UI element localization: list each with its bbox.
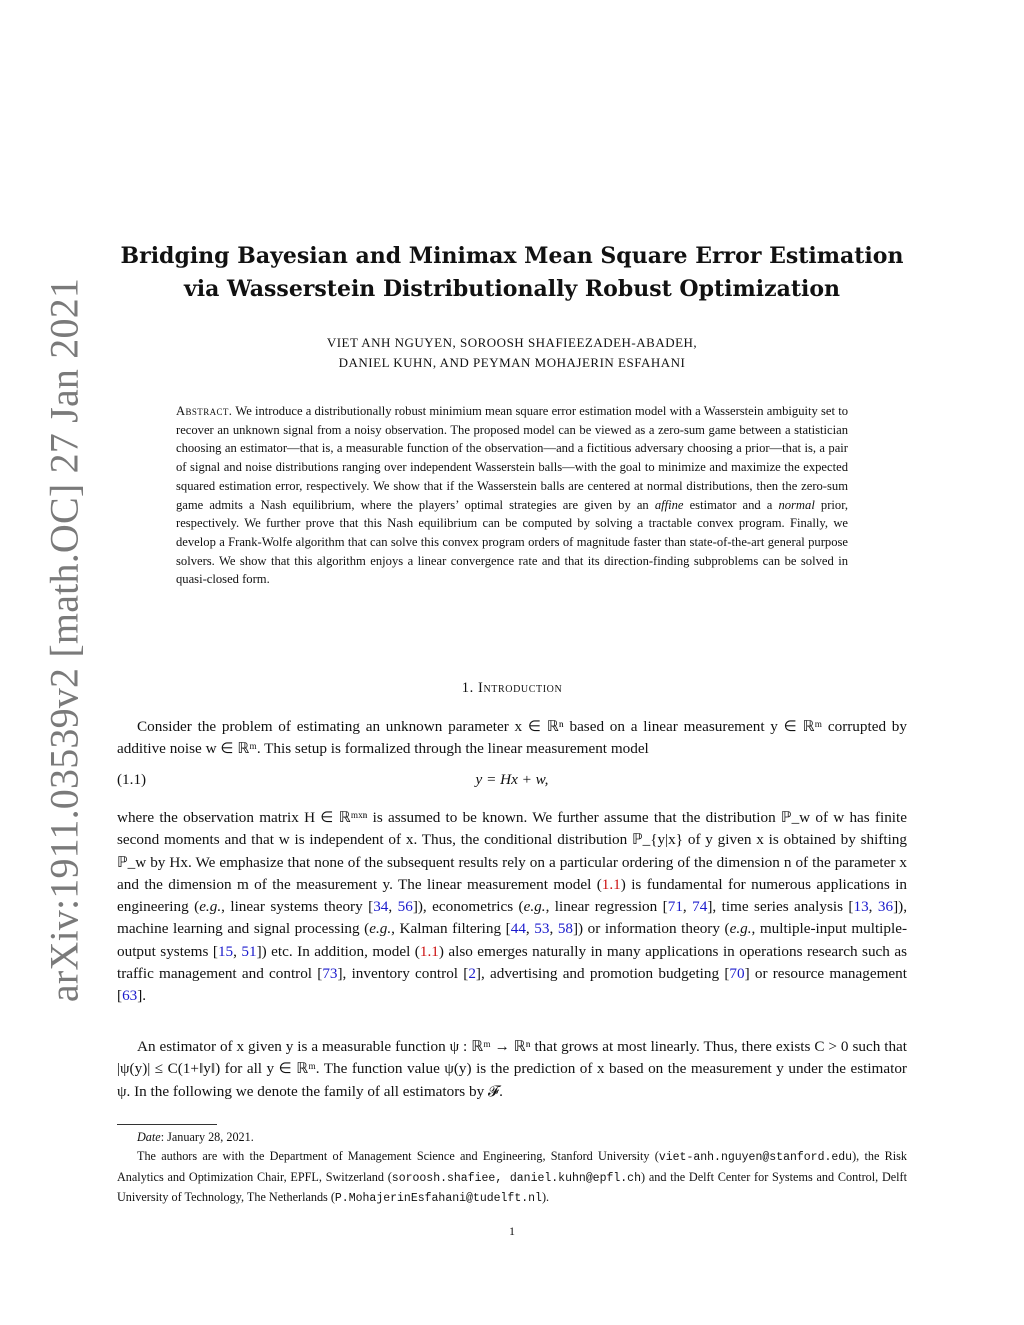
abstract-text-c: prior, respectively. We further prove that this Nash equilibrium can be computed by solving a tractable convex program. Finally, we develop a Frank-Wolfe algorithm that can solve this convex program orders of magnitude faster than state-of-the-art general purpose solvers. We show that this algorithm enjoys a linear convergence rate and that its direction-finding subproblems can be solved in quasi-closed form. (176, 497, 849, 587)
paragraph-2-text: where the observation matrix H ∈ ℝᵐˣⁿ is assumed to be known. We further assume that the distribution ℙ_w of w has finite second moments and that w is independent of x. Thus, the conditional distribution ℙ_{y|x} of y given x is obtained by shifting ℙ_w by Hx. We emphasize that none of the subsequent results rely on a particular ordering of the dimension n of the parameter x and the dimension m of the measurement y. The linear measurement model (1.1) is fundamental for numerous applications in engineering (e.g., linear systems theory [34, 56]), econometrics (e.g., linear regression [71, 74], time series analysis [13, 36]), machine learning and signal processing (e.g., Kalman filtering [44, 53, 58]) or information theory (e.g., multiple-input multiple-output systems [15, 51]) etc. In addition, model (1.1) also emerges naturally in many applications in operations research such as traffic management and control [73], inventory control [2], advertising and promotion budgeting [70] or resource management [63]. (117, 809, 908, 1005)
paper-title (117, 240, 907, 306)
footnotes (117, 1128, 907, 1209)
p2-segment: ) is fundamental for numerous applications in engineering ( (117, 875, 908, 916)
citation-link[interactable]: 2 (468, 965, 476, 983)
abstract-affine: affine (654, 497, 684, 512)
abstract-normal: normal (778, 497, 815, 512)
affiliation-text: The authors are with the Department of Management Science and Engineering, Stanford University ( (137, 1148, 659, 1163)
p2-segment: ] or resource management [ (117, 965, 907, 1005)
citation-link[interactable]: 34 (373, 898, 389, 916)
equation-number: (1.1) (117, 771, 147, 788)
equation-ref-link[interactable]: 1.1 (601, 875, 621, 893)
citation-link[interactable]: 73 (322, 965, 338, 983)
affiliation-text: ), the Risk Analytics and Optimization Chair, EPFL, Switzerland ( (117, 1148, 907, 1184)
paragraph-3-text: An estimator of x given y is a measurable function ψ : ℝᵐ → ℝⁿ that grows at most linearly. Thus, there exists C > 0 such that |ψ(y)| ≤ C(1+‖y‖) for all y ∈ ℝᵐ. The function value ψ(y) is the prediction of x based on the measurement y under the estimator ψ. In the following we denote the family of all estimators by 𝓕. (117, 1038, 907, 1100)
email-address[interactable]: viet-anh.nguyen@stanford.edu (658, 1150, 853, 1164)
paragraph-1-text: Consider the problem of estimating an unknown parameter x ∈ ℝⁿ based on a linear measurement y ∈ ℝᵐ corrupted by additive noise w ∈ ℝᵐ. This setup is formalized through the linear measurement model (117, 718, 907, 758)
date-value: : January 28, 2021. (160, 1130, 254, 1144)
eg-abbrev: e.g. (523, 898, 546, 916)
paragraph-3 (117, 1036, 907, 1103)
p2-segment: , Kalman filtering [ (391, 920, 511, 938)
date-label: Date (137, 1130, 161, 1144)
affiliation-text: ). (541, 1190, 550, 1205)
citation-link[interactable]: 44 (510, 920, 526, 938)
page-number: 1 (509, 1224, 515, 1238)
p2-segment: ]), machine learning and signal processing ( (117, 898, 908, 938)
citation-link[interactable]: 56 (397, 898, 413, 916)
abstract-text-a: We introduce a distributionally robust minimium mean square error estimation model with a Wasserstein ambiguity set to recover an unknown signal from a noisy observation. The proposed model can be viewed as a zero-sum game between a statistician choosing an estimator—that is, a measurable function of the observation—and a fictitious adversary choosing a prior—that is, a pair of signal and noise distributions ranging over independent Wasserstein balls—with the goal to minimize and maximize the expected squared estimation error, respectively. We show that if the Wasserstein balls are centered at normal distributions, then the zero-sum game admits a Nash equilibrium, where the players’ optimal strategies are given by an (176, 404, 848, 512)
p2-segment: ]) or information theory ( (573, 920, 730, 938)
equation-1-1 (117, 771, 907, 795)
p2-segment: ) also emerges naturally in many applications in operations research such as traffic management and control [ (117, 942, 908, 983)
p2-segment: , linear regression [ (545, 898, 668, 916)
eg-abbrev: e.g. (369, 920, 392, 938)
citation-link[interactable]: 63 (122, 987, 138, 1005)
arxiv-identifier: arXiv:1911.03539v2 [math.OC] 27 Jan 2021 (41, 277, 87, 1003)
p2-segment: , linear systems theory [ (221, 898, 374, 916)
author-list (117, 333, 907, 373)
paragraph-2 (117, 807, 907, 1008)
citation-link[interactable]: 71 (667, 898, 683, 916)
abstract-text-b: estimator and a (689, 497, 773, 512)
p2-segment: ]) etc. In addition, model ( (256, 942, 420, 960)
eg-abbrev: e.g. (729, 920, 752, 938)
p2-segment: ], advertising and promotion budgeting [ (475, 965, 730, 983)
abstract (176, 402, 848, 589)
citation-link[interactable]: 13 (853, 898, 869, 916)
p2-segment: ]. (137, 987, 147, 1005)
citation-link[interactable]: 74 (692, 898, 708, 916)
footnote-affiliations (117, 1147, 907, 1209)
title-line-2: via Wasserstein Distributionally Robust Optimization (183, 276, 841, 302)
p2-segment: ]), econometrics ( (412, 898, 524, 916)
title-line-1: Bridging Bayesian and Minimax Mean Square Error Estimation (120, 243, 904, 269)
citation-link[interactable]: 70 (729, 965, 745, 983)
section-heading: 1. Introduction (461, 680, 563, 696)
p2-segment: ], inventory control [ (337, 965, 469, 983)
equation-body: y = Hx + w, (475, 771, 549, 788)
footnote-date (117, 1128, 907, 1147)
abstract-heading: Abstract. (176, 404, 233, 418)
eg-abbrev: e.g. (199, 898, 222, 916)
citation-link[interactable]: 53 (534, 920, 550, 938)
p2-segment: where the observation matrix H ∈ ℝᵐˣⁿ is assumed to be known. We further assume that the distribution ℙ_w of w has finite second moments and that w is independent of x. Thus, the conditional distribution ℙ_{y|x} of y given x is obtained by shifting ℙ_w by Hx. We emphasize that none of the subsequent results rely on a particular ordering of the dimension n of the parameter x and the dimension m of the measurement y. The linear measurement model ( (117, 809, 907, 893)
citation-link[interactable]: 51 (241, 942, 257, 960)
paragraph-1 (117, 716, 907, 761)
citation-link[interactable]: 36 (877, 898, 894, 916)
citation-link[interactable]: 58 (557, 920, 573, 938)
citation-link[interactable]: 15 (217, 942, 234, 960)
footnote-rule (117, 1124, 217, 1125)
authors-line-1: VIET ANH NGUYEN, SOROOSH SHAFIEEZADEH-ABADEH, (326, 335, 698, 350)
p2-segment: ], time series analysis [ (707, 898, 854, 916)
authors-line-2: DANIEL KUHN, AND PEYMAN MOHAJERIN ESFAHANI (338, 355, 686, 370)
email-address[interactable]: soroosh.shafiee, daniel.kuhn@epfl.ch (391, 1171, 641, 1185)
equation-ref-link[interactable]: 1.1 (419, 942, 439, 960)
affiliation-text: ) and the Delft Center for Systems and Control, Delft University of Technology, The Netherlands ( (117, 1169, 908, 1205)
p2-segment: , multiple-input multiple-output systems [ (117, 920, 908, 960)
email-address[interactable]: P.MohajerinEsfahani@tudelft.nl (334, 1192, 542, 1206)
